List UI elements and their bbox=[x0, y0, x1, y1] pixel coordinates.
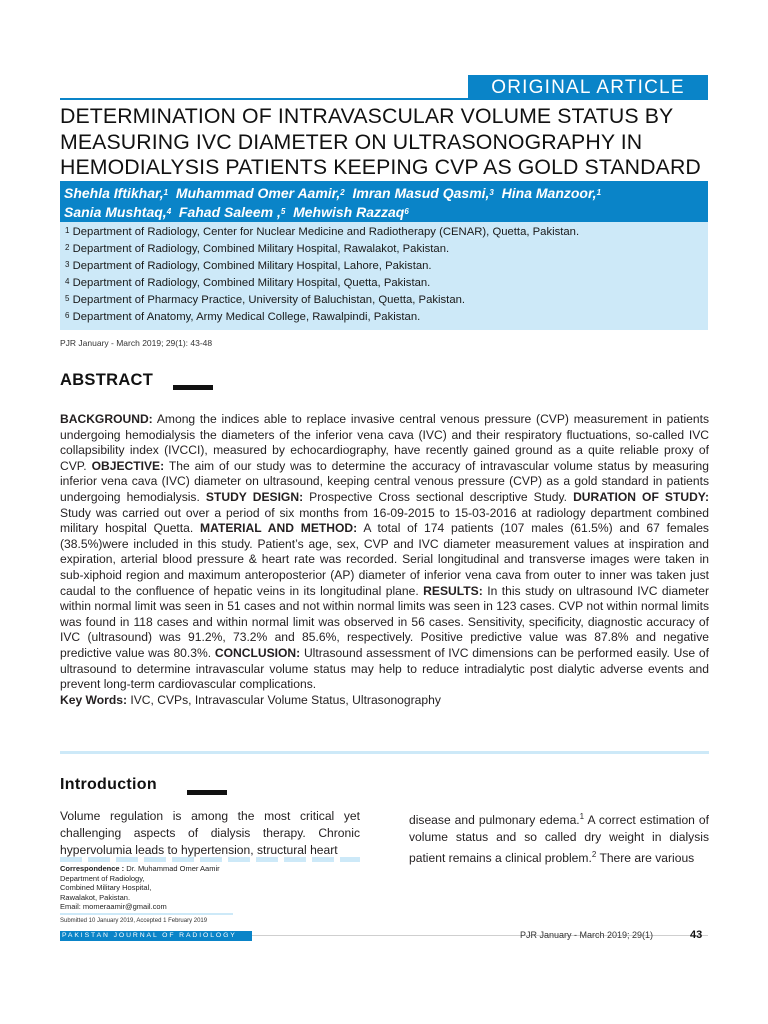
introduction-heading-text: Introduction bbox=[60, 776, 157, 793]
author-affil-sup: 5 bbox=[280, 207, 286, 216]
affiliation-number: 3 bbox=[65, 260, 70, 269]
duration-text: Study was carried out over a period of six months from 16-09-2015 to 15-03-2016 at radiology department combined military hospital Quetta. bbox=[60, 505, 709, 536]
affiliation-text: Department of Radiology, Combined Military Hospital, Lahore, Pakistan. bbox=[72, 260, 432, 272]
correspondence-line bbox=[60, 864, 220, 874]
correspondence-rule bbox=[60, 913, 233, 915]
author-affil-sup: 1 bbox=[163, 188, 169, 197]
article-title bbox=[60, 104, 720, 181]
reference-sup: 2 bbox=[591, 850, 597, 860]
affiliation-text: Department of Radiology, Combined Military Hospital, Quetta, Pakistan. bbox=[72, 277, 431, 289]
affiliation-item bbox=[65, 294, 465, 306]
heading-bar bbox=[173, 385, 213, 390]
introduction-heading bbox=[60, 776, 157, 794]
affiliation-item bbox=[65, 226, 579, 238]
intro-right-text: A correct estimation of volume status and so called dry weight in dialysis patient remains a clinical problem. bbox=[409, 813, 709, 866]
affiliation-number: 5 bbox=[65, 294, 70, 303]
conclusion-text: Ultrasound assessment of IVC dimensions can be performed easily. Use of ultrasound to determine intravascular volume status may help to reduce intradialytic post dialytic adverse events and prevent long-term cardiovascular complications. bbox=[60, 645, 709, 692]
background-label: BACKGROUND: bbox=[60, 412, 153, 426]
conclusion-label: CONCLUSION: bbox=[214, 645, 301, 660]
intro-left-column bbox=[60, 808, 360, 859]
results-text: In this study on ultrasound IVC diameter within normal limit was seen in 51 cases and not within normal limits was seen in 123 cases. CVP not within normal limits was found in 118 cases and within normal limit was observed in 56 cases. Sensitivity, specificity, diagnostic accuracy of IVC (ultrasound) was 91.2%, 73.2% and 85.6%, respectively. Positive predictive value was 87.8% and negative predictive value was 80.3%. bbox=[60, 583, 709, 660]
keywords-text: IVC, CVPs, Intravascular Volume Status, Ultrasonography bbox=[126, 692, 441, 707]
affiliation-item bbox=[65, 260, 432, 272]
author-affil-sup: 1 bbox=[596, 188, 602, 197]
author-line-2 bbox=[64, 203, 708, 222]
correspondence-label: Correspondence : bbox=[60, 864, 125, 873]
author-name: Fahad Saleem , bbox=[178, 204, 281, 220]
correspondence-name: Dr. Muhammad Omer Aamir bbox=[124, 864, 220, 873]
intro-right-column bbox=[409, 808, 709, 867]
affiliation-text: Department of Radiology, Center for Nuclear Medicine and Radiotherapy (CENAR), Quetta, Pakistan. bbox=[72, 226, 580, 238]
methods-text: A total of 174 patients (107 males (61.5%) and 67 females (38.5%)were included in this study. Patient’s age, sex, CVP and IVC diameter measurement values at inspiration and expiration, arterial blood pressure & heart rate was recorded. Serial longitudinal and transverse images were taken in sub-xiphoid region and maximum anteroposterior (AP) diameter of inferior vena cava from outer to inner was taken just caudal to the confluence of hepatic veins in its longitudinal plane. bbox=[60, 521, 709, 598]
author-affil-sup: 3 bbox=[489, 188, 494, 197]
affiliations-box bbox=[60, 222, 708, 330]
abstract-paragraph bbox=[60, 412, 709, 693]
title-line-2: MEASURING IVC DIAMETER ON ULTRASONOGRAPHY IN bbox=[60, 129, 643, 154]
author-name: Hina Manzoor, bbox=[501, 185, 597, 201]
affiliation-number: 4 bbox=[65, 277, 70, 286]
author-name: Shehla Iftikhar, bbox=[64, 185, 164, 201]
page-number: 43 bbox=[690, 929, 703, 941]
duration-label: DURATION OF STUDY: bbox=[573, 489, 710, 504]
citation-line: PJR January - March 2019; 29(1): 43-48 bbox=[60, 338, 213, 348]
author-affil-sup: 2 bbox=[340, 188, 345, 197]
author-name: Muhammad Omer Aamir, bbox=[175, 185, 341, 201]
author-name: Imran Masud Qasmi, bbox=[352, 185, 490, 201]
design-label: STUDY DESIGN: bbox=[205, 489, 304, 504]
section-separator bbox=[60, 751, 709, 754]
affiliation-number: 1 bbox=[65, 226, 70, 235]
journal-name-band: PAKISTAN JOURNAL OF RADIOLOGY bbox=[60, 931, 252, 941]
affiliation-number: 2 bbox=[65, 243, 70, 252]
objective-label: OBJECTIVE: bbox=[91, 458, 165, 473]
abstract-body bbox=[60, 412, 709, 708]
title-line-3: HEMODIALYSIS PATIENTS KEEPING CVP AS GOLD STANDARD bbox=[60, 155, 701, 179]
author-name: Sania Mushtaq, bbox=[64, 204, 167, 220]
author-list bbox=[60, 181, 708, 222]
results-label: RESULTS: bbox=[423, 583, 483, 598]
objective-text: The aim of our study was to determine the accuracy of intravascular volume status by measuring inferior vena cava (IVC) diameter on ultrasound, keeping central venous pressure (CVP) as a gold standard in patients undergoing hemodialysis. bbox=[60, 458, 709, 504]
title-line-1: DETERMINATION OF INTRAVASCULAR VOLUME STATUS BY bbox=[60, 104, 674, 128]
author-line-1 bbox=[64, 184, 708, 203]
author-affil-sup: 4 bbox=[166, 207, 172, 216]
banner-rule bbox=[60, 98, 708, 100]
submission-dates: Submitted 10 January 2019, Accepted 1 February 2019 bbox=[60, 918, 208, 924]
correspondence-block bbox=[60, 864, 220, 912]
methods-label: MATERIAL AND METHOD: bbox=[200, 521, 358, 536]
heading-bar bbox=[187, 790, 227, 795]
keywords-line bbox=[60, 693, 709, 709]
affiliation-text: Department of Radiology, Combined Military Hospital, Rawalakot, Pakistan. bbox=[72, 243, 450, 255]
abstract-heading bbox=[60, 371, 153, 390]
design-text: Prospective Cross sectional descriptive Study. bbox=[303, 489, 574, 504]
footer-citation: PJR January - March 2019; 29(1) bbox=[520, 930, 654, 940]
affiliation-item bbox=[65, 277, 430, 289]
keywords-label: Key Words: bbox=[60, 692, 127, 707]
intro-right-text: disease and pulmonary edema. bbox=[409, 813, 580, 828]
article-type-banner: ORIGINAL ARTICLE bbox=[468, 75, 708, 99]
affiliation-item bbox=[65, 311, 420, 323]
reference-sup: 1 bbox=[579, 812, 585, 821]
abstract-heading-text: ABSTRACT bbox=[60, 371, 154, 389]
background-text: Among the indices able to replace invasive central venous pressure (CVP) measurement in patients undergoing hemodialysis the diameters of the inferior vena cava (IVC) and their respiratory fluctuations, so-called IVC collapsibility index (IVCCI), measured by echocardiography, have recently gained ground as a quite reliable proxy of CVP. bbox=[60, 412, 709, 473]
correspondence-dept: Department of Radiology, bbox=[60, 873, 145, 883]
intro-right-text: There are various bbox=[596, 851, 695, 866]
correspondence-email: Email: momeraamir@gmail.com bbox=[60, 902, 167, 912]
dotted-divider bbox=[60, 857, 360, 862]
affiliation-text: Department of Anatomy, Army Medical College, Rawalpindi, Pakistan. bbox=[72, 311, 421, 323]
intro-left-text: Volume regulation is among the most critical yet challenging aspects of dialysis therapy. Chronic hypervolumia leads to hypertension, structural heart bbox=[60, 809, 360, 857]
affiliation-text: Department of Pharmacy Practice, University of Baluchistan, Quetta, Pakistan. bbox=[72, 294, 466, 306]
correspondence-city: Rawalakot, Pakistan. bbox=[60, 892, 131, 902]
author-affil-sup: 6 bbox=[404, 207, 409, 216]
affiliation-item bbox=[65, 243, 449, 255]
correspondence-hospital: Combined Military Hospital, bbox=[60, 883, 152, 893]
affiliation-number: 6 bbox=[65, 311, 70, 320]
author-name: Mehwish Razzaq bbox=[293, 204, 405, 220]
